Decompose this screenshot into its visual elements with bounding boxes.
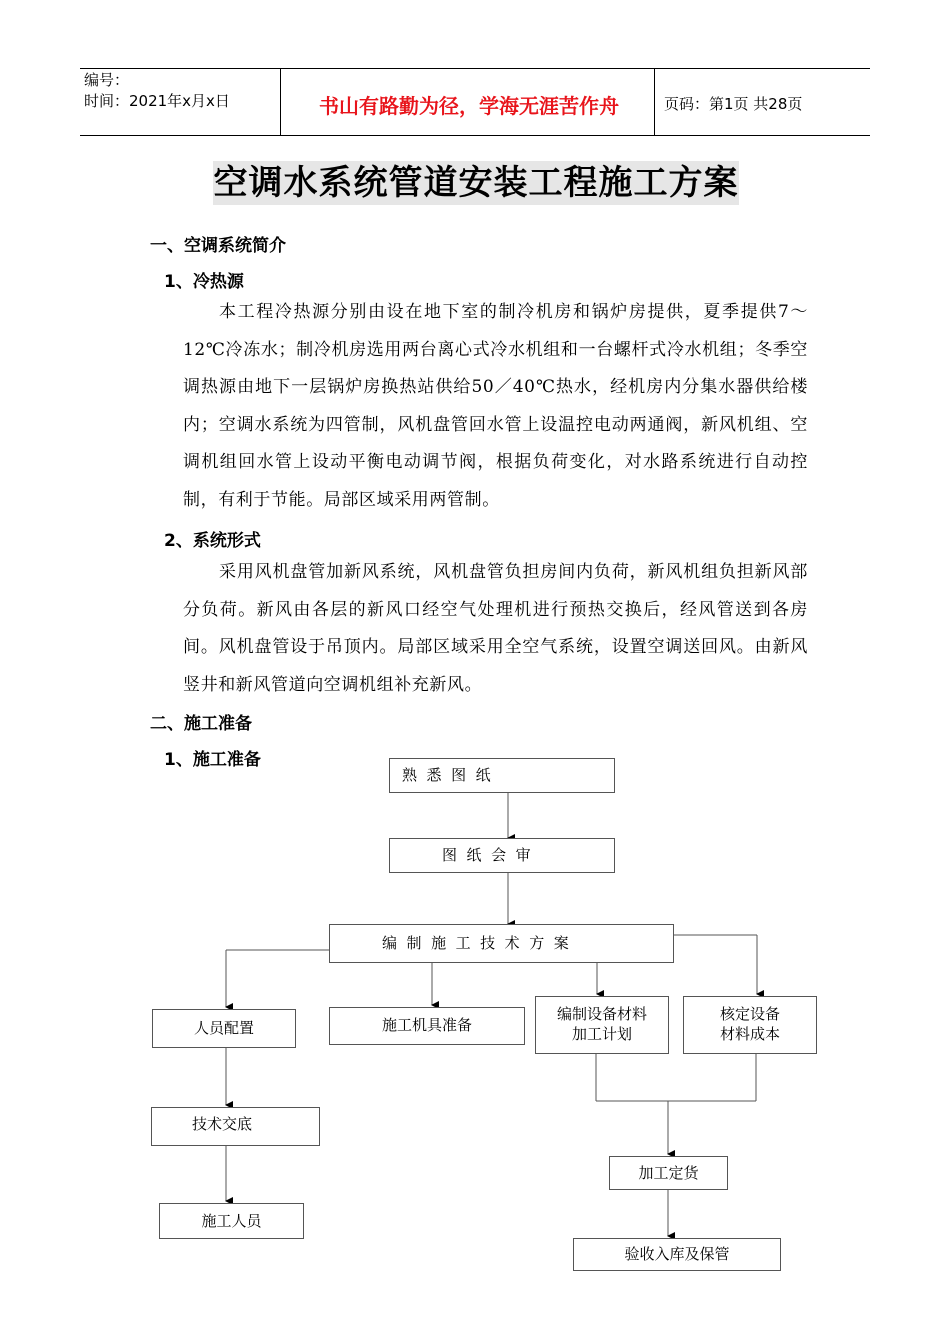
header-motto: 书山有路勤为径，学海无涯苦作舟: [319, 94, 619, 118]
step-tech-plan: [329, 924, 674, 963]
step-material-plan: [535, 996, 669, 1054]
step-cost-line1: 核定设备: [719, 1005, 780, 1023]
step-briefing-label: 技术交底: [192, 1115, 253, 1133]
system-form-text: 采用风机盘管加新风系统，风机盘管负担房间内负荷，新风机组负担新风部分负荷。新风由各层的新风口经空气处理机进行预热交换后，经风管送到各房间。风机盘管设于吊顶内。局部区域采用全空气系统，设置空调送回风。由新风竖井和新风管道向空调机组补充新风。: [183, 562, 808, 695]
step-cost: [683, 996, 817, 1054]
step-processing: [609, 1156, 728, 1190]
step-drawing-review: [389, 838, 615, 873]
step-read-drawings-label: 熟 悉 图 纸: [402, 766, 491, 784]
step-drawing-review-label: 图 纸 会 审: [442, 846, 531, 864]
step-tech-plan-label: 编 制 施 工 技 术 方 案: [382, 934, 569, 952]
step-processing-label: 加工定货: [638, 1164, 699, 1182]
number-label: 编号：: [84, 71, 130, 89]
page-info: 页码：第1页 共28页: [664, 95, 803, 113]
time-label: 时间：2021年x月x日: [84, 92, 230, 110]
step-workers-label: 施工人员: [201, 1212, 262, 1230]
cold-heat-source-text: 本工程冷热源分别由设在地下室的制冷机房和锅炉房提供，夏季提供7～12℃冷冻水；制冷机房选用两台离心式冷水机组和一台螺杆式冷水机组；冬季空调热源由地下一层锅炉房换热站供给50／40℃热水，经机房内分集水器供给楼内；空调水系统为四管制，风机盘管回水管上设温控电动两通阀，新风机组、空调机组回水管上设动平衡电动调节阀，根据负荷变化，对水路系统进行自动控制，有利于节能。局部区域采用两管制。: [183, 302, 808, 510]
step-cost-line2: 材料成本: [719, 1025, 780, 1043]
step-storage: [573, 1238, 781, 1271]
section1-sub1-heading: 1、冷热源: [164, 272, 244, 292]
section2-heading: 二、施工准备: [150, 714, 252, 734]
step-material-plan-line2: 加工计划: [571, 1025, 632, 1043]
step-personnel-label: 人员配置: [193, 1019, 254, 1037]
step-tools-label: 施工机具准备: [381, 1016, 472, 1034]
step-workers: [159, 1203, 304, 1239]
section2-sub1-heading: 1、施工准备: [164, 750, 261, 770]
section1-heading: 一、空调系统简介: [150, 236, 286, 256]
page-title: 空调水系统管道安装工程施工方案: [213, 163, 739, 203]
section1-sub2-heading: 2、系统形式: [164, 531, 261, 551]
step-briefing: [151, 1107, 320, 1146]
step-material-plan-line1: 编制设备材料: [556, 1005, 647, 1023]
step-tools: [329, 1007, 525, 1045]
step-storage-label: 验收入库及保管: [624, 1245, 730, 1263]
step-personnel: [152, 1009, 296, 1048]
step-read-drawings: [389, 758, 615, 793]
